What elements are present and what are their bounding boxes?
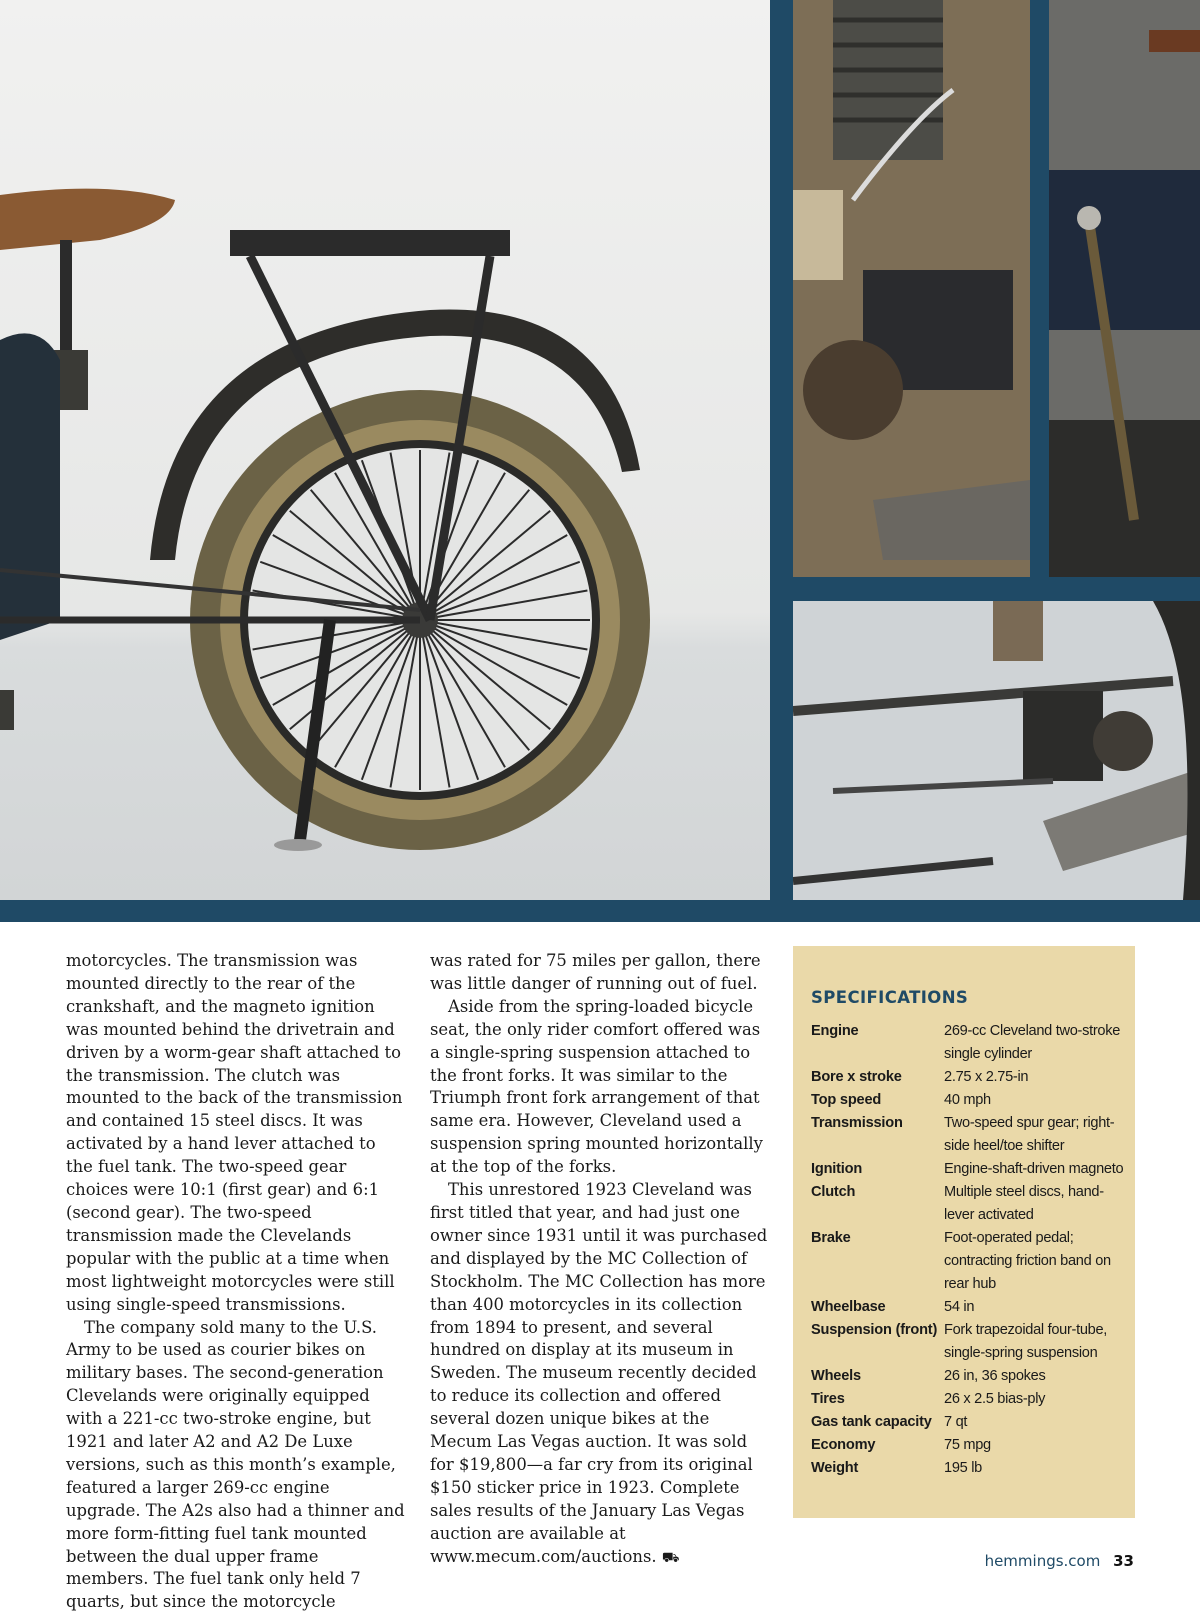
spec-value: 26 x 2.5 bias-ply <box>944 1388 1127 1411</box>
spec-value: Multiple steel discs, hand-lever activated <box>944 1181 1127 1227</box>
spec-label: Engine <box>811 1020 944 1066</box>
page-footer <box>985 1552 1134 1570</box>
article-column-2 <box>430 950 770 1569</box>
spec-row <box>811 1089 1127 1112</box>
spec-label: Bore x stroke <box>811 1066 944 1089</box>
drivetrain-photo <box>793 601 1200 900</box>
spec-label: Ignition <box>811 1158 944 1181</box>
article-paragraph: was rated for 75 miles per gallon, there was little danger of running out of fuel. <box>430 950 770 996</box>
spec-row <box>811 1296 1127 1319</box>
spec-label: Tires <box>811 1388 944 1411</box>
tank-shifter-photo <box>1049 0 1200 577</box>
spec-row <box>811 1227 1127 1296</box>
spec-row <box>811 1158 1127 1181</box>
spec-value: 7 qt <box>944 1411 1127 1434</box>
specifications-table <box>811 1020 1127 1480</box>
spec-value: 75 mpg <box>944 1434 1127 1457</box>
spec-value: 54 in <box>944 1296 1127 1319</box>
page-number: 33 <box>1113 1552 1134 1570</box>
spec-row <box>811 1411 1127 1434</box>
spec-row <box>811 1365 1127 1388</box>
spec-label: Transmission <box>811 1112 944 1158</box>
spec-value: Engine-shaft-driven magneto <box>944 1158 1127 1181</box>
spec-row <box>811 1066 1127 1089</box>
spec-label: Clutch <box>811 1181 944 1227</box>
spec-row <box>811 1181 1127 1227</box>
spec-label: Top speed <box>811 1089 944 1112</box>
spec-value: 40 mph <box>944 1089 1127 1112</box>
spec-label: Economy <box>811 1434 944 1457</box>
engine-closeup-photo <box>793 0 1030 577</box>
article-paragraph: motorcycles. The transmission was mounted directly to the rear of the crankshaft, and the magneto ignition was mounted behind the drivetrain and driven by a worm-gear shaft attached to the transmission. The clutch was mounted to the back of the transmission and contained 15 steel discs. It was activated by a hand lever attached to the fuel tank. The two-speed gear choices were 10:1 (first gear) and 6:1 (second gear). The two-speed transmission made the Clevelands popular with the public at a time when most lightweight motorcycles were still using single-speed transmissions. <box>66 950 406 1317</box>
spec-row <box>811 1319 1127 1365</box>
rear-wheel-photo <box>0 0 770 900</box>
spec-label: Brake <box>811 1227 944 1296</box>
spec-label: Wheels <box>811 1365 944 1388</box>
spec-value: Two-speed spur gear; right-side heel/toe shifter <box>944 1112 1127 1158</box>
spec-row <box>811 1112 1127 1158</box>
specifications-title: SPECIFICATIONS <box>811 988 968 1007</box>
specifications-box <box>793 946 1135 1518</box>
spec-value: 195 lb <box>944 1457 1127 1480</box>
spec-label: Weight <box>811 1457 944 1480</box>
spec-label: Suspension (front) <box>811 1319 944 1365</box>
spec-row <box>811 1434 1127 1457</box>
footer-site: hemmings.com <box>985 1552 1101 1570</box>
spec-label: Wheelbase <box>811 1296 944 1319</box>
end-mark-icon: ⛟ <box>662 1550 680 1566</box>
spec-value: Fork trapezoidal four-tube, single-spring suspension <box>944 1319 1127 1365</box>
spec-row <box>811 1457 1127 1480</box>
spec-label: Gas tank capacity <box>811 1411 944 1434</box>
spec-row <box>811 1020 1127 1066</box>
spec-value: 2.75 x 2.75-in <box>944 1066 1127 1089</box>
spec-row <box>811 1388 1127 1411</box>
article-paragraph-text: This unrestored 1923 Cleveland was first titled that year, and had just one owner since 1931 until it was purchased and displayed by the MC Collection of Stockholm. The MC Collection has more than 400 motorcycles in its collection from 1894 to present, and several hundred on display at its museum in Sweden. The museum recently decided to reduce its collection and offered several dozen unique bikes at the Mecum Las Vegas auction. It was sold for $19,800—a far cry from its original $150 sticker price in 1923. Complete sales results of the January Las Vegas auction are available at www.mecum.com/auctions. <box>430 1180 767 1566</box>
article-paragraph-last <box>430 1179 770 1569</box>
article-paragraph: The company sold many to the U.S. Army to be used as courier bikes on military bases. The second-generation Clevelands were originally equipped with a 221-cc two-stroke engine, but 1921 and later A2 and A2 De Luxe versions, such as this month’s example, featured a larger 269-cc engine upgrade. The A2s also had a thinner and more form-fitting fuel tank mounted between the dual upper frame members. The fuel tank only held 7 quarts, but since the motorcycle <box>66 1317 406 1614</box>
spec-value: 269-cc Cleveland two-stroke single cylinder <box>944 1020 1127 1066</box>
article-paragraph: Aside from the spring-loaded bicycle seat, the only rider comfort offered was a single-spring suspension attached to the front forks. It was similar to the Triumph front fork arrangement of that same era. However, Cleveland used a suspension spring mounted horizontally at the top of the forks. <box>430 996 770 1179</box>
article-column-1 <box>66 950 406 1614</box>
spec-value: Foot-operated pedal; contracting friction band on rear hub <box>944 1227 1127 1296</box>
spec-value: 26 in, 36 spokes <box>944 1365 1127 1388</box>
